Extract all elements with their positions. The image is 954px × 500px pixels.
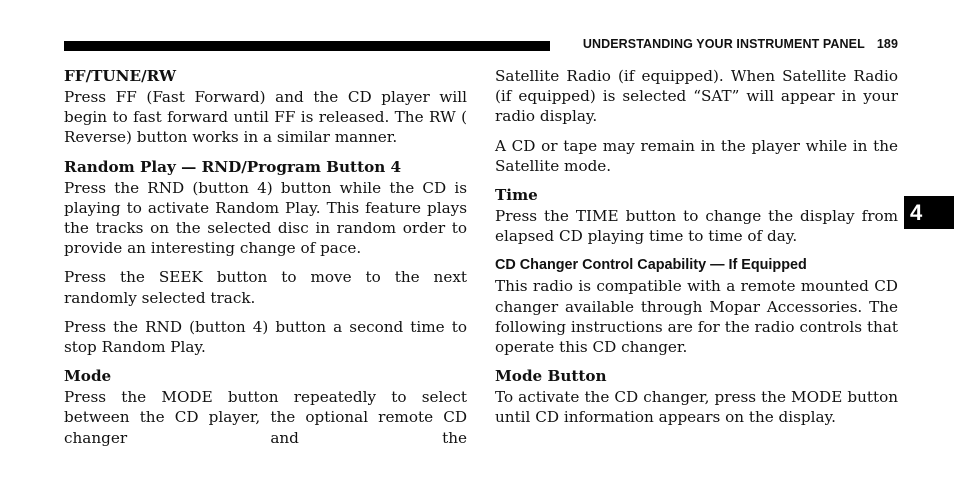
time-text: Press the TIME button to change the display from elapsed CD playing time to time of day. bbox=[495, 207, 898, 246]
right-column bbox=[495, 66, 898, 437]
mode-button-text: To activate the CD changer, press the MODE button until CD information appears on the display. bbox=[495, 388, 898, 427]
left-column bbox=[64, 66, 467, 457]
running-header bbox=[562, 37, 898, 51]
cd-changer-heading: CD Changer Control Capability — If Equipped bbox=[495, 257, 807, 274]
mode-button-heading: Mode Button bbox=[495, 367, 607, 386]
chapter-tab: 4 bbox=[904, 196, 954, 229]
time-heading: Time bbox=[495, 186, 538, 205]
random-play-text-1: Press the RND (button 4) button while the CD is playing to activate Random Play. This feature plays the tracks on the selected disc in random order to provide an interesting change of pace. bbox=[64, 178, 467, 258]
header-rule bbox=[64, 41, 550, 51]
random-play-text-2: Press the SEEK button to move to the next randomly selected track. bbox=[64, 268, 467, 307]
mode-heading: Mode bbox=[64, 367, 112, 386]
mode-continued-text: Satellite Radio (if equipped). When Satellite Radio (if equipped) is selected “SAT” will appear in your radio display. bbox=[495, 67, 898, 126]
mode-continued-text-2: A CD or tape may remain in the player while in the Satellite mode. bbox=[495, 136, 898, 175]
mode-text: Press the MODE button repeatedly to select between the CD player, the optional remote CD changer and the bbox=[64, 388, 467, 447]
random-play-text-3: Press the RND (button 4) button a second time to stop Random Play. bbox=[64, 317, 467, 357]
page-number: 189 bbox=[876, 37, 898, 51]
ff-tune-rw-text: Press FF (Fast Forward) and the CD player will begin to fast forward until FF is released. The RW ( Reverse) button works in a similar manner. bbox=[64, 88, 467, 147]
cd-changer-text: This radio is compatible with a remote mounted CD changer available through Mopar Accessories. The following instructions are for the radio controls that operate this CD changer. bbox=[495, 277, 898, 357]
random-play-heading: Random Play — RND/Program Button 4 bbox=[64, 157, 402, 176]
ff-tune-rw-heading: FF/TUNE/RW bbox=[64, 67, 177, 85]
header-title: UNDERSTANDING YOUR INSTRUMENT PANEL bbox=[582, 37, 865, 51]
